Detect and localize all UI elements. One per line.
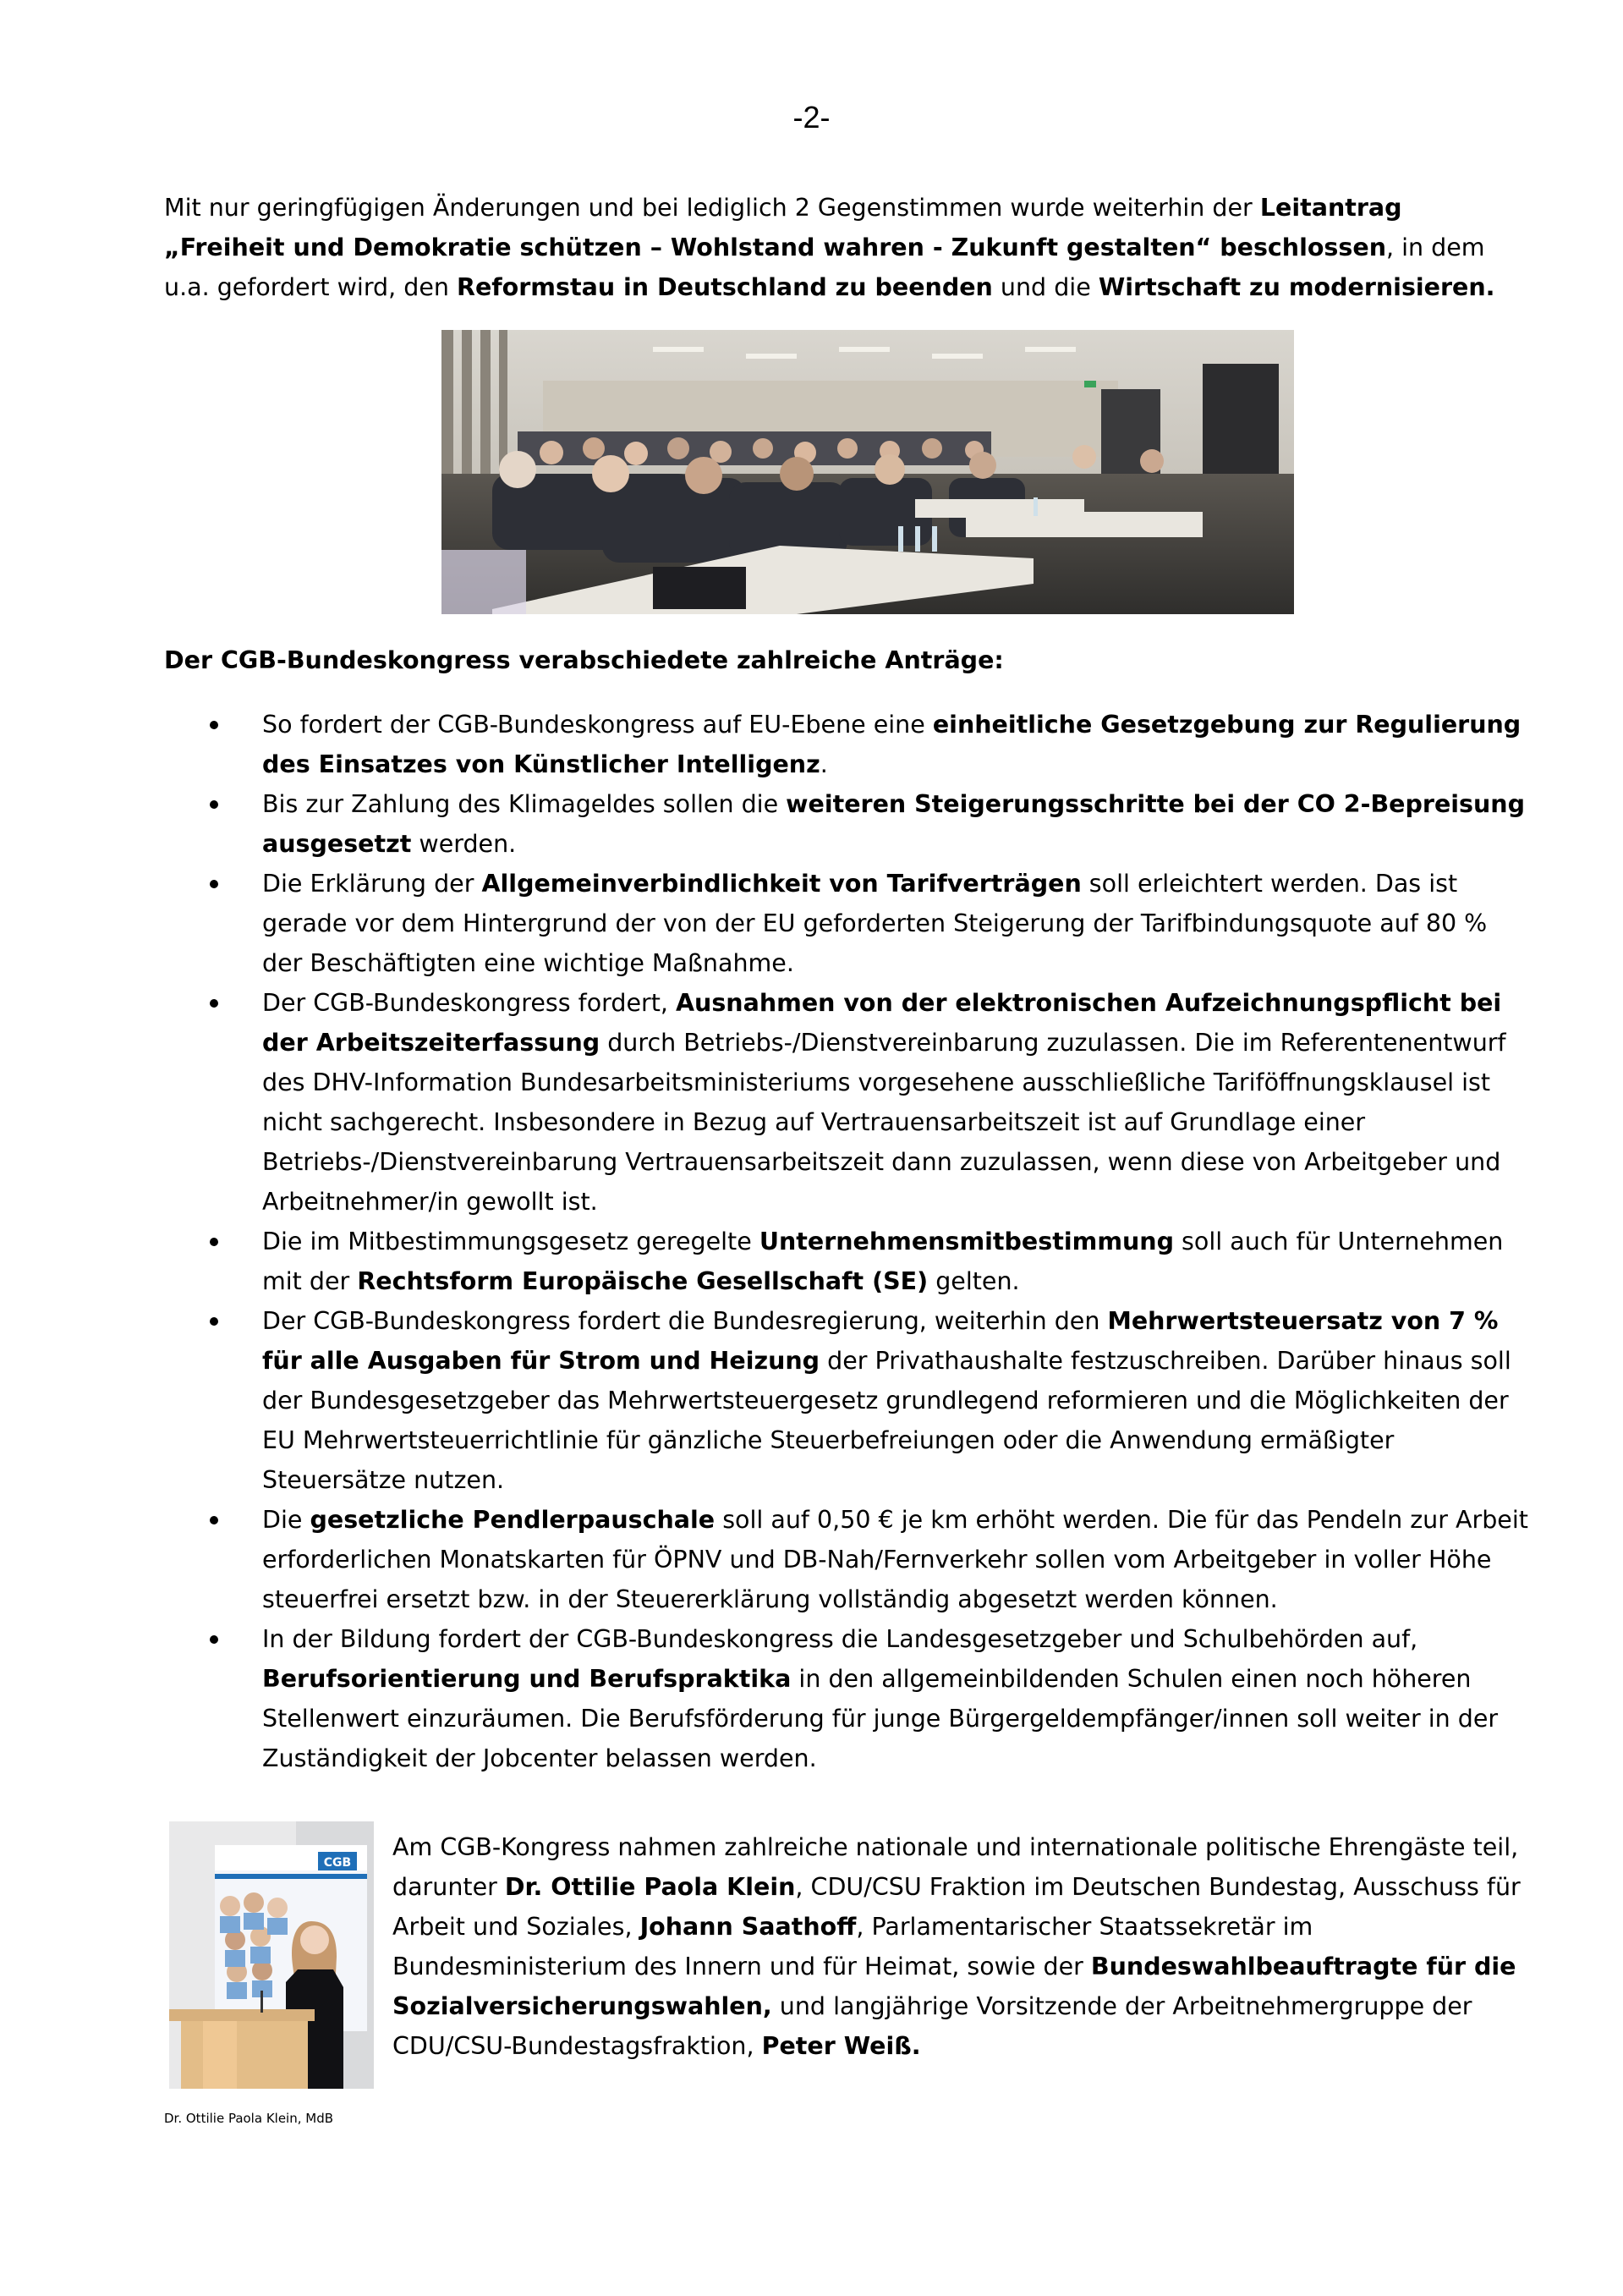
bold-text-run: Peter Weiß. bbox=[761, 2032, 921, 2060]
bold-text-run: Rechtsform Europäische Gesellschaft (SE) bbox=[357, 1267, 929, 1295]
bold-text-run: Berufsorientierung und Berufspraktika bbox=[262, 1665, 792, 1693]
bold-text-run: Dr. Ottilie Paola Klein bbox=[504, 1873, 796, 1901]
text-run: der Privathaushalte festzuschreiben. Darüber hinaus soll der Bundesgesetzgeber das Mehrwertsteuergesetz grundlegend reformieren und die Möglichkeiten der EU Mehrwertsteuerrichtlinie für gänzliche Steuerbefreiungen oder die Anwendung ermäßigter Steuersätze nutzen. bbox=[262, 1347, 1511, 1494]
bold-text-run: einheitliche Gesetzgebung zur Regulierung des Einsatzes von Künstlicher Intelligenz bbox=[262, 711, 1522, 778]
bold-text-run: Bundeswahlbeauftragte für die Sozialversicherungswahlen, bbox=[392, 1953, 1516, 2020]
text-run: soll auch für Unternehmen mit der bbox=[262, 1228, 1504, 1295]
bold-text-run: Allgemeinverbindlichkeit von Tarifverträgen bbox=[481, 870, 1082, 898]
list-item bbox=[164, 1301, 1534, 1500]
bullet-icon bbox=[210, 1238, 218, 1246]
text-run: . bbox=[820, 750, 828, 778]
text-run: Der CGB-Bundeskongress fordert die Bundesregierung, weiterhin den bbox=[262, 1307, 1108, 1335]
text-run: werden. bbox=[411, 830, 517, 858]
bullet-icon bbox=[210, 1635, 218, 1644]
list-item bbox=[164, 1222, 1534, 1301]
bullet-icon bbox=[210, 880, 218, 888]
congress-hall-photo bbox=[441, 330, 1294, 614]
list-item bbox=[164, 705, 1534, 784]
text-run: durch Betriebs-/Dienstvereinbarung zuzulassen. Die im Referentenentwurf des DHV-Information Bundesarbeitsministeriums vorgesehene ausschließliche Tariföffnungsklausel ist nicht sachgerecht. Insbesondere in Bezug auf Vertrauensarbeitszeit ist auf Grundlage einer Betriebs-/Dienstvereinbarung Vertrauensarbeitszeit dann zuzulassen, wenn diese von Arbeitgeber und Arbeitnehmer/in gewollt ist. bbox=[262, 1029, 1506, 1216]
bold-text-run: Leitantrag „Freiheit und Demokratie schützen – Wohlstand wahren - Zukunft gestalten“ beschlossen bbox=[164, 194, 1402, 261]
cgb-logo: CGB bbox=[323, 1856, 352, 1870]
list-item bbox=[164, 983, 1534, 1222]
list-item bbox=[164, 864, 1534, 983]
bullet-icon bbox=[210, 1516, 218, 1524]
bullet-icon bbox=[210, 999, 218, 1008]
text-run: Die bbox=[262, 1506, 310, 1534]
list-item-text bbox=[262, 790, 1525, 858]
bold-text-run: Ausnahmen von der elektronischen Aufzeichnungspflicht bei der Arbeitszeiterfassung bbox=[262, 989, 1502, 1057]
bullet-icon bbox=[210, 800, 218, 809]
list-item bbox=[164, 784, 1534, 864]
text-run: Mit nur geringfügigen Änderungen und bei lediglich 2 Gegenstimmen wurde weiterhin der bbox=[164, 194, 1260, 222]
text-run: , in dem u.a. gefordert wird, den bbox=[164, 233, 1485, 301]
bold-text-run: Unternehmensmitbestimmung bbox=[759, 1228, 1174, 1255]
list-item bbox=[164, 1619, 1534, 1778]
text-run: In der Bildung fordert der CGB-Bundeskongress die Landesgesetzgeber und Schulbehörden auf, bbox=[262, 1625, 1418, 1653]
text-run: Bis zur Zahlung des Klimageldes sollen die bbox=[262, 790, 787, 818]
list-item-text bbox=[262, 989, 1506, 1216]
bold-text-run: Wirtschaft zu modernisieren. bbox=[1098, 273, 1495, 301]
text-run: gelten. bbox=[928, 1267, 1020, 1295]
text-run: , CDU/CSU Fraktion im Deutschen Bundestag, Ausschuss für Arbeit und Soziales, bbox=[392, 1873, 1521, 1941]
intro-paragraph bbox=[164, 188, 1517, 307]
page-number: -2- bbox=[792, 100, 831, 135]
bullet-icon bbox=[210, 721, 218, 729]
list-item-text bbox=[262, 1625, 1498, 1772]
bold-text-run: gesetzliche Pendlerpauschale bbox=[310, 1506, 716, 1534]
resolutions-list bbox=[164, 705, 1534, 1778]
guests-paragraph bbox=[392, 1827, 1526, 2066]
text-run: soll erleichtert werden. Das ist gerade vor dem Hintergrund der von der EU geforderten Steigerung der Tarifbindungsquote auf 80 % der Beschäftigten eine wichtige Maßnahme. bbox=[262, 870, 1488, 977]
text-run: Die Erklärung der bbox=[262, 870, 482, 898]
text-run: Die im Mitbestimmungsgesetz geregelte bbox=[262, 1228, 759, 1255]
bullet-icon bbox=[210, 1317, 218, 1326]
list-item-text bbox=[262, 711, 1521, 778]
list-item-text bbox=[262, 870, 1487, 977]
portrait-caption: Dr. Ottilie Paola Klein, MdB bbox=[164, 2111, 334, 2126]
bold-text-run: Johann Saathoff bbox=[639, 1913, 857, 1941]
text-run: , Parlamentarischer Staatssekretär im Bundesministerium des Innern und für Heimat, sowie der bbox=[392, 1913, 1313, 1980]
text-run: Am CGB-Kongress nahmen zahlreiche nationale und internationale politische Ehrengäste teil, darunter bbox=[392, 1833, 1519, 1901]
text-run: und langjährige Vorsitzende der Arbeitnehmergruppe der CDU/CSU-Bundestagsfraktion, bbox=[392, 1992, 1472, 2060]
list-item bbox=[164, 1500, 1534, 1619]
list-item-text bbox=[262, 1228, 1503, 1295]
text-run: Der CGB-Bundeskongress fordert, bbox=[262, 989, 676, 1017]
bold-text-run: Reformstau in Deutschland zu beenden bbox=[457, 273, 993, 301]
list-item-text bbox=[262, 1506, 1528, 1613]
bold-text-run: Mehrwertsteuersatz von 7 % für alle Ausgaben für Strom und Heizung bbox=[262, 1307, 1499, 1375]
speaker-portrait bbox=[169, 1821, 374, 2089]
text-run: So fordert der CGB-Bundeskongress auf EU-Ebene eine bbox=[262, 711, 933, 739]
text-run: soll auf 0,50 € je km erhöht werden. Die für das Pendeln zur Arbeit erforderlichen Monatskarten für ÖPNV und DB-Nah/Fernverkehr sollen vom Arbeitgeber in voller Höhe steuerfrei ersetzt bzw. in der Steuererklärung vollständig abgesetzt werden können. bbox=[262, 1506, 1528, 1613]
text-run: in den allgemeinbildenden Schulen einen noch höheren Stellenwert einzuräumen. Die Berufsförderung für junge Bürgergeldempfänger/innen soll weiter in der Zuständigkeit der Jobcenter belassen werden. bbox=[262, 1665, 1499, 1772]
list-item-text bbox=[262, 1307, 1511, 1494]
text-run: und die bbox=[992, 273, 1099, 301]
bold-text-run: weiteren Steigerungsschritte bei der CO 2-Bepreisung ausgesetzt bbox=[262, 790, 1526, 858]
section-heading: Der CGB-Bundeskongress verabschiedete zahlreiche Anträge: bbox=[164, 646, 1004, 674]
